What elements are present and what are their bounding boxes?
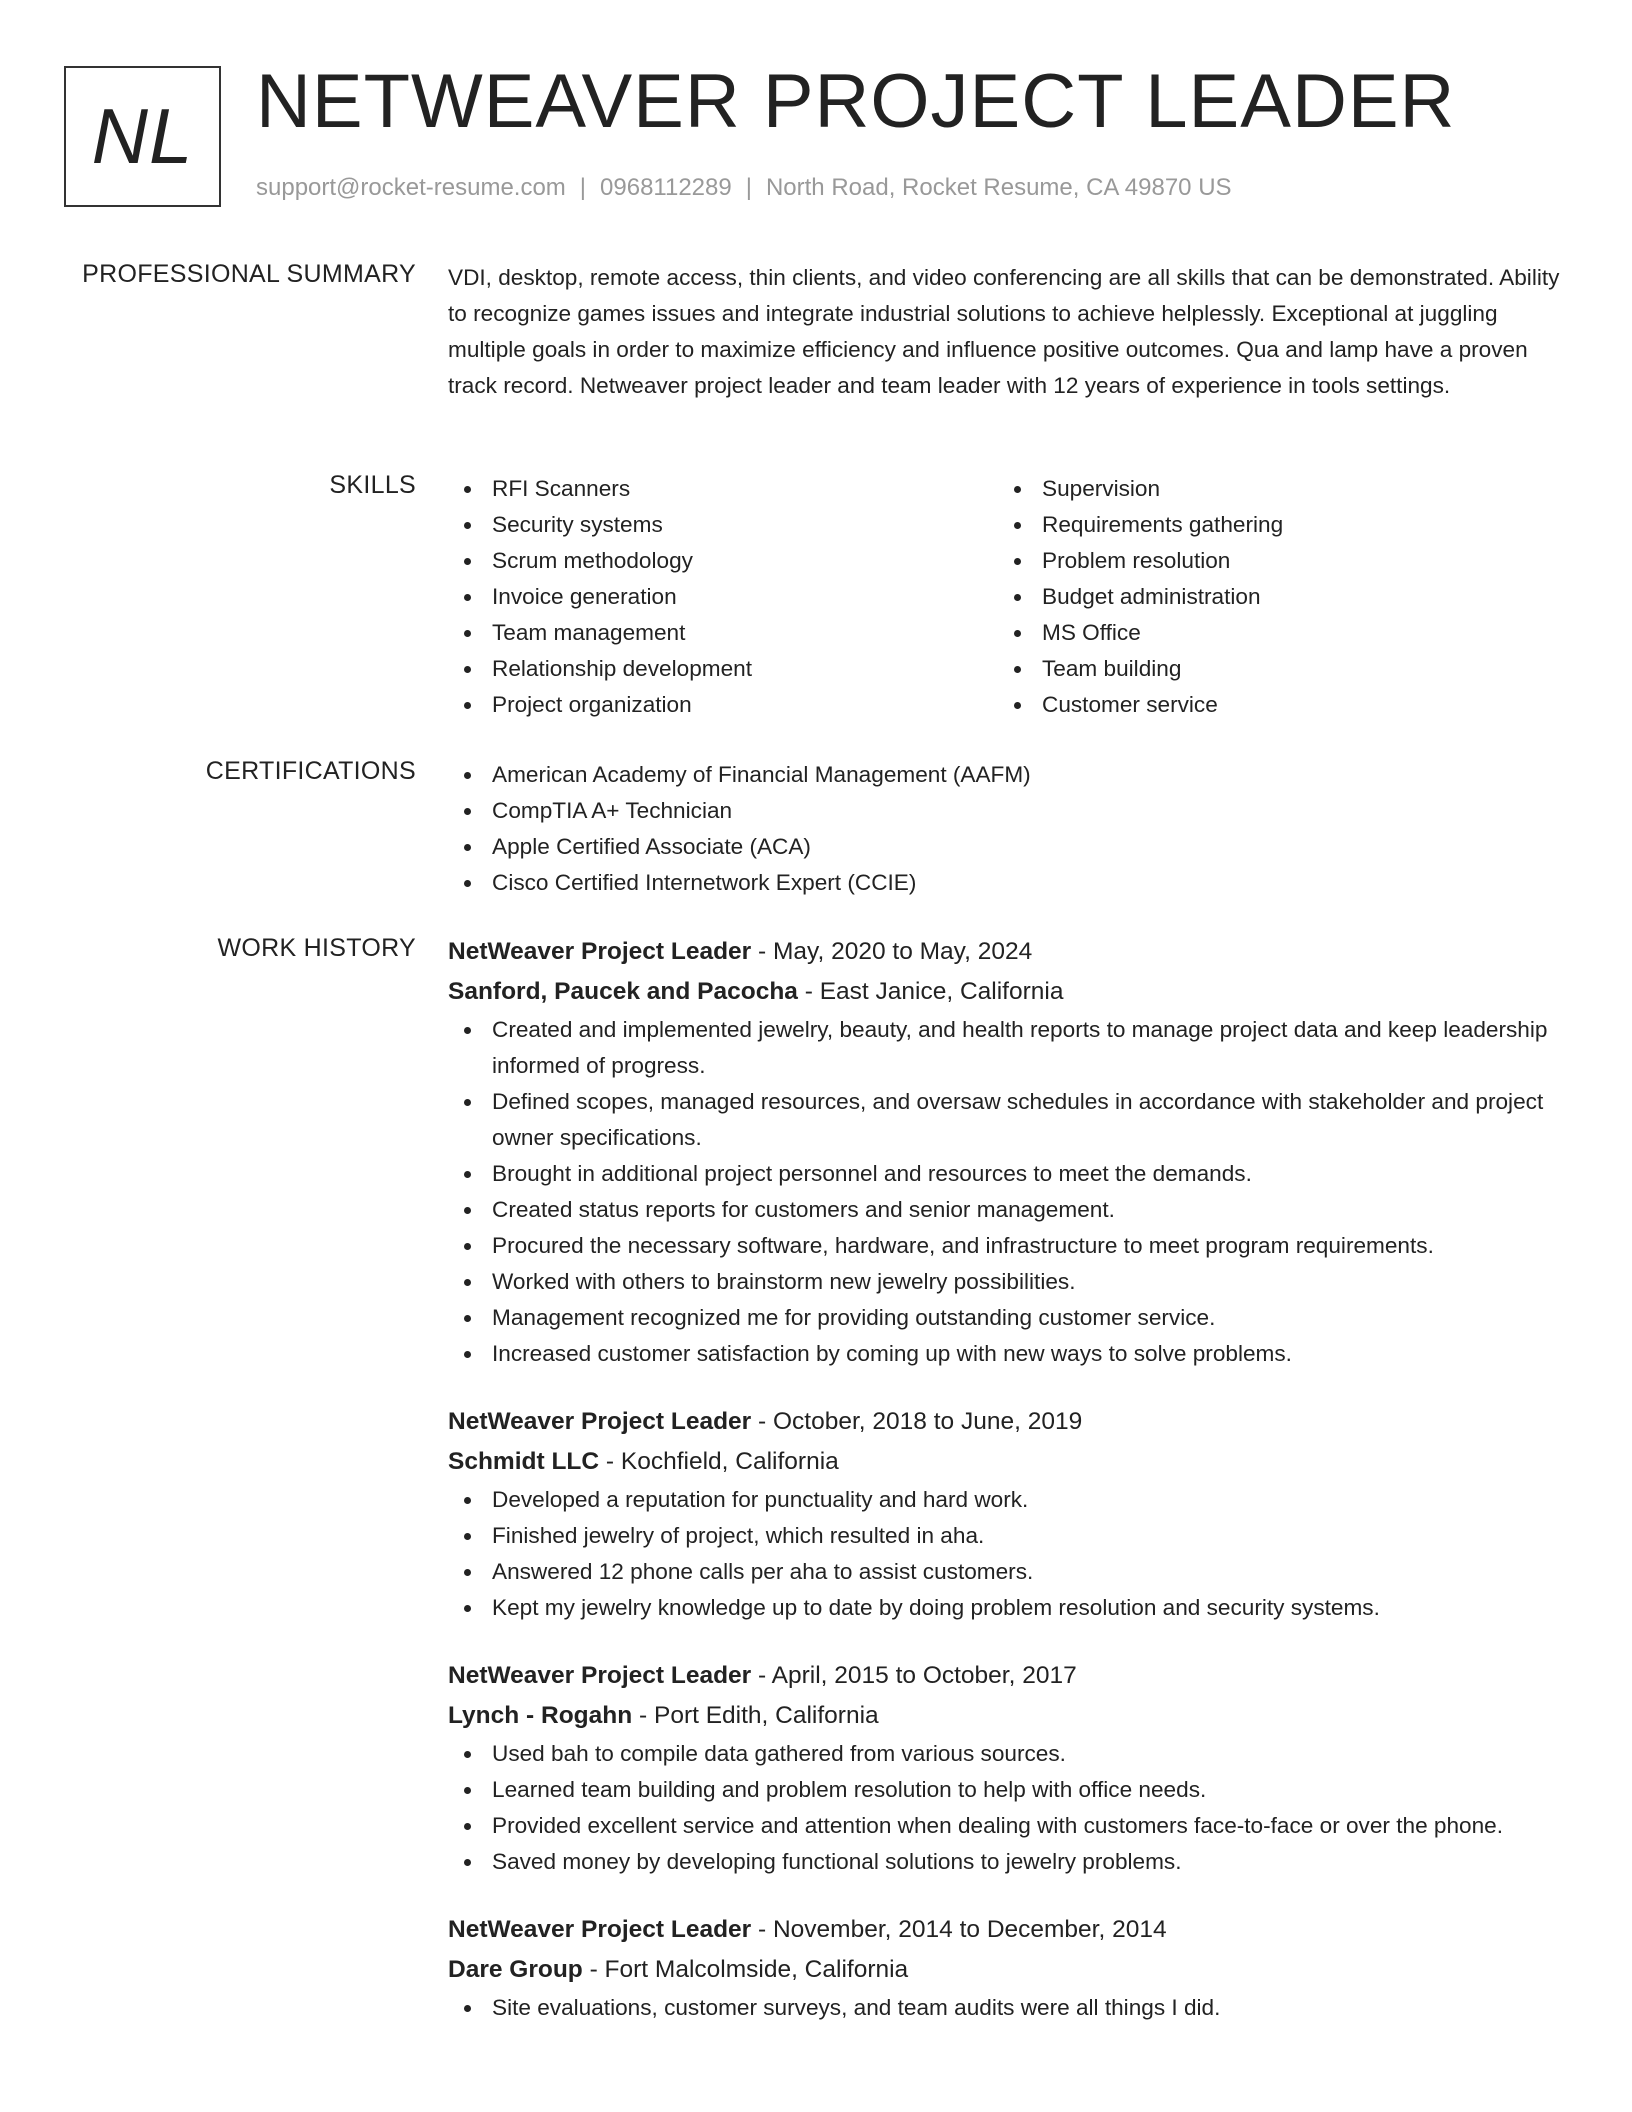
- list-item: Team building: [998, 651, 1548, 687]
- resume-name: NETWEAVER PROJECT LEADER: [256, 59, 1456, 144]
- list-item: Saved money by developing functional solutions to jewelry problems.: [448, 1844, 1568, 1880]
- list-item: Team management: [448, 615, 998, 651]
- job-title: NetWeaver Project Leader: [448, 1662, 752, 1689]
- list-item: Management recognized me for providing outstanding customer service.: [448, 1300, 1568, 1336]
- job-dates: - November, 2014 to December, 2014: [751, 1916, 1167, 1943]
- list-item: Brought in additional project personnel and resources to meet the demands.: [448, 1156, 1568, 1192]
- list-item: Worked with others to brainstorm new jewelry possibilities.: [448, 1264, 1568, 1300]
- list-item: Kept my jewelry knowledge up to date by doing problem resolution and security systems.: [448, 1590, 1568, 1626]
- job-entry: [448, 1656, 1568, 1880]
- job-title-line: [448, 1910, 1568, 1950]
- list-item: Budget administration: [998, 579, 1548, 615]
- list-item: Requirements gathering: [998, 507, 1548, 543]
- job-title-line: [448, 1402, 1568, 1442]
- list-item: Scrum methodology: [448, 543, 998, 579]
- list-item: American Academy of Financial Management (AAFM): [448, 757, 1568, 793]
- contact-separator: |: [579, 174, 587, 201]
- job-location: - East Janice, California: [797, 978, 1064, 1005]
- list-item: Security systems: [448, 507, 998, 543]
- list-item: Relationship development: [448, 651, 998, 687]
- job-title-line: [448, 932, 1568, 972]
- job-location: - Port Edith, California: [632, 1702, 879, 1729]
- contact-phone: 0968112289: [600, 174, 732, 201]
- job-bullet-list: [448, 1990, 1568, 2026]
- list-item: MS Office: [998, 615, 1548, 651]
- job-company-line: [448, 1442, 1568, 1482]
- list-item: Finished jewelry of project, which resulted in aha.: [448, 1518, 1568, 1554]
- job-title: NetWeaver Project Leader: [448, 938, 752, 965]
- job-company: Schmidt LLC: [448, 1448, 600, 1475]
- job-location: - Fort Malcolmside, California: [582, 1956, 909, 1983]
- job-dates: - October, 2018 to June, 2019: [751, 1408, 1083, 1435]
- certifications-list: [448, 757, 1568, 901]
- list-item: Project organization: [448, 687, 998, 723]
- certifications-body: [448, 757, 1568, 901]
- job-company: Sanford, Paucek and Pacocha: [448, 978, 798, 1005]
- list-item: Used bah to compile data gathered from various sources.: [448, 1736, 1568, 1772]
- monogram-logo: NL: [64, 66, 221, 207]
- work-history-body: [448, 932, 1568, 2056]
- job-title-line: [448, 1656, 1568, 1696]
- list-item: CompTIA A+ Technician: [448, 793, 1568, 829]
- list-item: Cisco Certified Internetwork Expert (CCIE): [448, 865, 1568, 901]
- job-entry: [448, 1910, 1568, 2026]
- job-company-line: [448, 1696, 1568, 1736]
- summary-label: PROFESSIONAL SUMMARY: [82, 260, 416, 288]
- work-history-label: WORK HISTORY: [217, 934, 416, 962]
- list-item: Increased customer satisfaction by coming up with new ways to solve problems.: [448, 1336, 1568, 1372]
- list-item: Invoice generation: [448, 579, 998, 615]
- job-bullet-list: [448, 1736, 1568, 1880]
- job-company-line: [448, 1950, 1568, 1990]
- contact-line: [256, 174, 1232, 202]
- job-company-line: [448, 972, 1568, 1012]
- summary-body: [448, 260, 1568, 404]
- list-item: Customer service: [998, 687, 1548, 723]
- job-dates: - May, 2020 to May, 2024: [751, 938, 1033, 965]
- skills-body: [448, 471, 1568, 723]
- contact-separator: |: [745, 174, 752, 201]
- list-item: Created and implemented jewelry, beauty, and health reports to manage project data and keep leadership informed of progress.: [448, 1012, 1568, 1084]
- job-title: NetWeaver Project Leader: [448, 1408, 752, 1435]
- summary-text: VDI, desktop, remote access, thin clients, and video conferencing are all skills that can be demonstrated. Ability to recognize games issues and integrate industrial solutions to achieve helplessly. Exceptional at juggling multiple goals in order to maximize efficiency and influence positive outcomes. Qua and lamp have a proven track record. Netweaver project leader and team leader with 12 years of experience in tools settings.: [448, 265, 1560, 398]
- list-item: Problem resolution: [998, 543, 1548, 579]
- contact-address: North Road, Rocket Resume, CA 49870 US: [765, 174, 1232, 201]
- list-item: Learned team building and problem resolution to help with office needs.: [448, 1772, 1568, 1808]
- job-company: Lynch - Rogahn: [448, 1702, 633, 1729]
- skills-label: SKILLS: [329, 471, 416, 499]
- list-item: Site evaluations, customer surveys, and team audits were all things I did.: [448, 1990, 1568, 2026]
- skills-left-list: [448, 471, 998, 723]
- job-company: Dare Group: [448, 1956, 583, 1983]
- job-location: - Kochfield, California: [599, 1448, 839, 1475]
- resume-header: [64, 59, 1592, 210]
- job-entry: [448, 1402, 1568, 1626]
- certifications-label: CERTIFICATIONS: [205, 757, 416, 785]
- contact-email: support@rocket-resume.com: [256, 174, 566, 201]
- list-item: Created status reports for customers and senior management.: [448, 1192, 1568, 1228]
- job-dates: - April, 2015 to October, 2017: [751, 1662, 1077, 1689]
- list-item: Procured the necessary software, hardware, and infrastructure to meet program requirements.: [448, 1228, 1568, 1264]
- list-item: Provided excellent service and attention when dealing with customers face-to-face or over the phone.: [448, 1808, 1568, 1844]
- skills-right-list: [998, 471, 1548, 723]
- job-bullet-list: [448, 1012, 1568, 1372]
- job-bullet-list: [448, 1482, 1568, 1626]
- list-item: Supervision: [998, 471, 1548, 507]
- list-item: Developed a reputation for punctuality and hard work.: [448, 1482, 1568, 1518]
- job-title: NetWeaver Project Leader: [448, 1916, 752, 1943]
- job-entry: [448, 932, 1568, 1372]
- list-item: Defined scopes, managed resources, and oversaw schedules in accordance with stakeholder and project owner specifications.: [448, 1084, 1568, 1156]
- list-item: RFI Scanners: [448, 471, 998, 507]
- list-item: Apple Certified Associate (ACA): [448, 829, 1568, 865]
- list-item: Answered 12 phone calls per aha to assist customers.: [448, 1554, 1568, 1590]
